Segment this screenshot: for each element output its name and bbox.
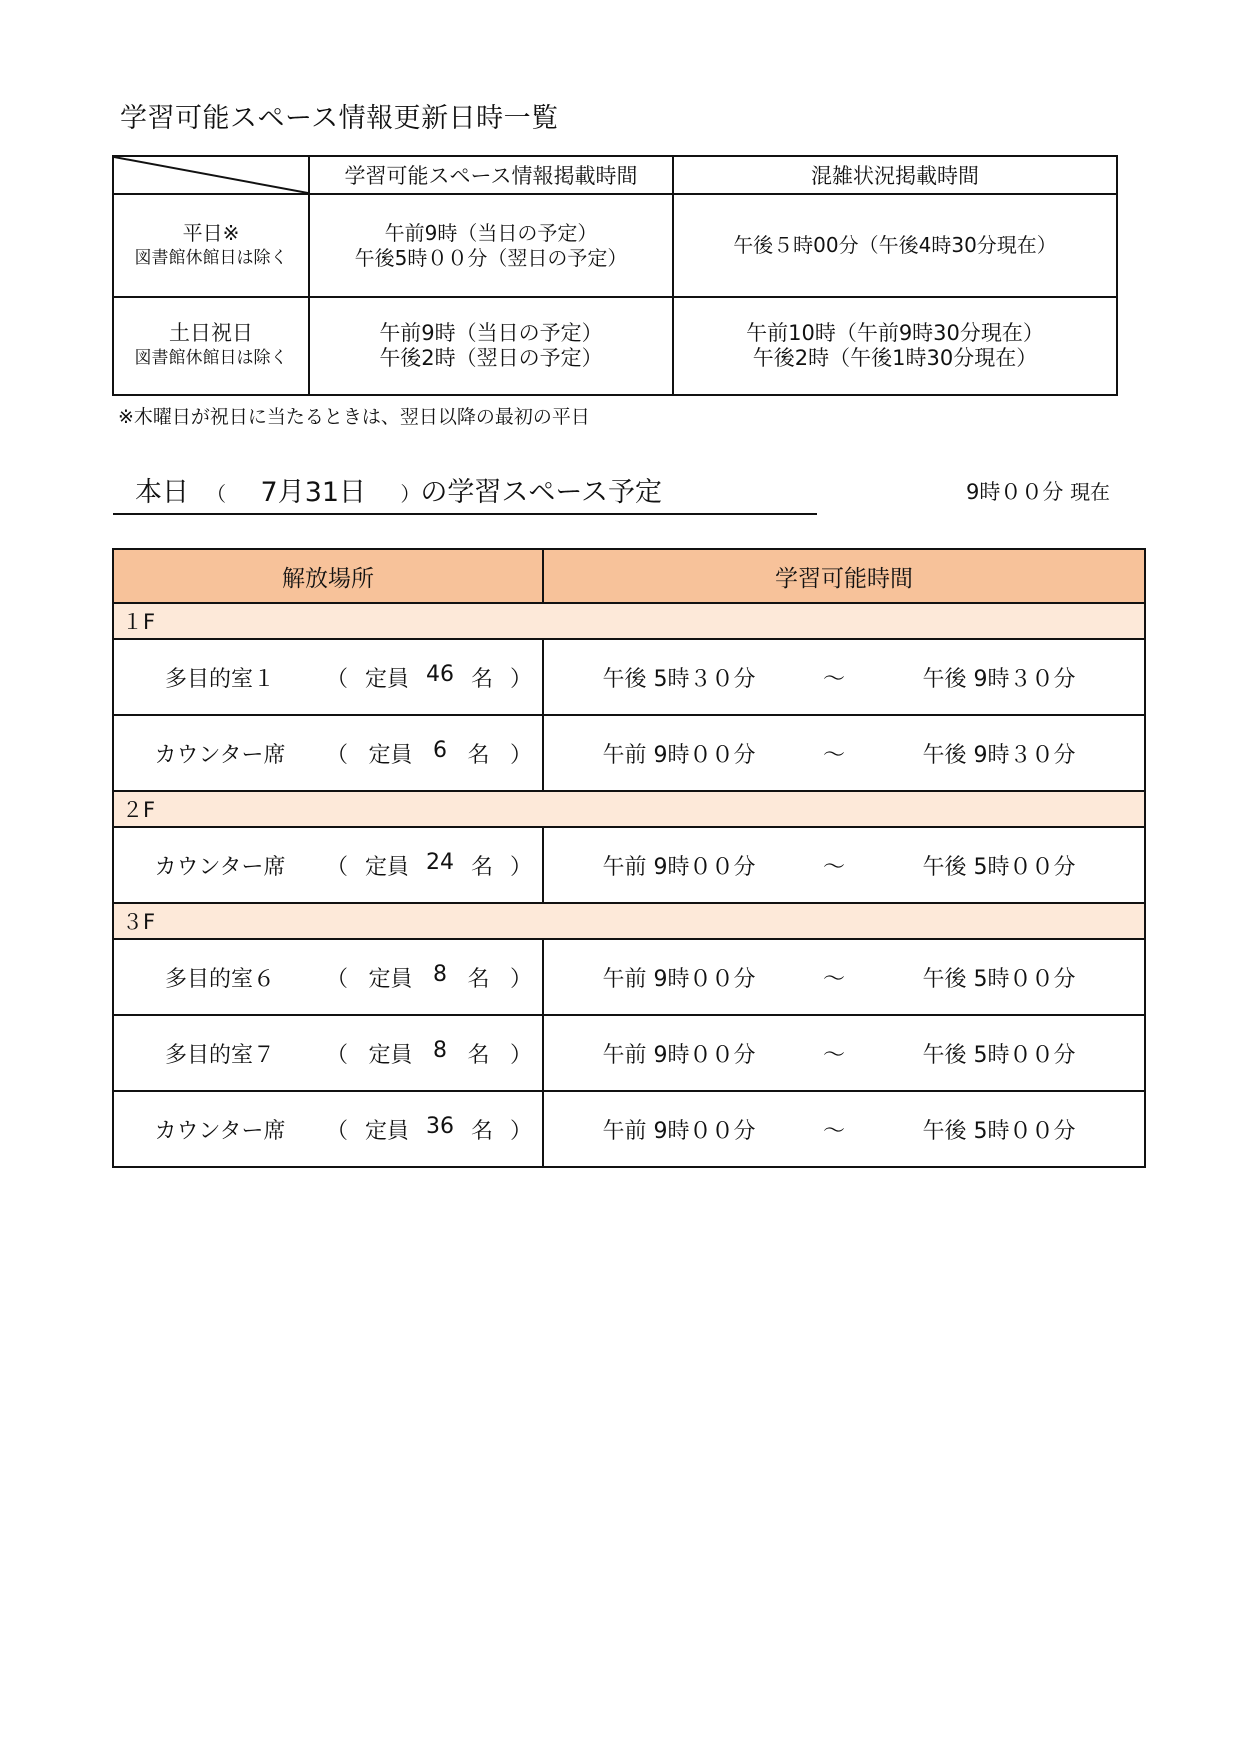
time-cell [543, 939, 1145, 1015]
capacity-group [326, 662, 542, 693]
capacity-group [326, 850, 542, 881]
time-from: 午前 9時００分 [602, 1118, 756, 1144]
time-to: 午後 5時００分 [922, 854, 1076, 880]
capacity-label: 定員 [365, 666, 410, 692]
capacity-group [326, 738, 542, 769]
floor-row [113, 791, 1145, 827]
capacity-close-paren: ） [509, 966, 532, 992]
time-tilde: ～ [822, 666, 845, 692]
place-header: 解放場所 [113, 549, 543, 603]
today-date: 7月31日 [260, 477, 367, 508]
room-row [113, 715, 1145, 791]
holiday-congestion-line-2: 午後2時（午後1時30分現在） [752, 346, 1038, 370]
today-close-paren: ） [400, 482, 421, 506]
floor-row [113, 603, 1145, 639]
capacity-unit: 名 [470, 1118, 493, 1144]
capacity-open-paren: （ [326, 742, 349, 768]
time-to: 午後 9時３０分 [922, 742, 1076, 768]
capacity-unit: 名 [467, 742, 490, 768]
capacity-group [326, 1038, 542, 1069]
holiday-label: 土日祝日 [169, 321, 253, 345]
capacity-value: 36 [426, 1113, 454, 1139]
room-row [113, 639, 1145, 715]
time-from: 午前 9時００分 [602, 1042, 756, 1068]
weekday-label-cell [113, 194, 309, 297]
capacity-unit: 名 [467, 1042, 490, 1068]
time-cell [543, 827, 1145, 903]
as-of-label: 現在 [1070, 480, 1111, 504]
holiday-posting-line-2: 午後2時（翌日の予定） [379, 346, 603, 370]
capacity-open-paren: （ [326, 1118, 349, 1144]
room-name: 多目的室６ [164, 966, 275, 992]
time-from: 午前 9時００分 [602, 966, 756, 992]
weekday-posting-cell [309, 194, 673, 297]
time-cell [543, 1091, 1145, 1167]
congestion-time-header: 混雑状況掲載時間 [673, 156, 1117, 194]
capacity-unit: 名 [470, 666, 493, 692]
capacity-group [326, 1114, 542, 1145]
update-schedule-table [112, 155, 1118, 396]
time-cell [543, 715, 1145, 791]
schedule-header-row [113, 549, 1145, 603]
capacity-close-paren: ） [509, 1042, 532, 1068]
capacity-value: 46 [426, 661, 454, 687]
time-cell [543, 1015, 1145, 1091]
weekday-posting-line-2: 午後5時００分（翌日の予定） [354, 245, 628, 270]
capacity-label: 定員 [365, 854, 410, 880]
time-tilde: ～ [822, 742, 845, 768]
capacity-label: 定員 [365, 1118, 410, 1144]
room-name: 多目的室７ [164, 1042, 275, 1068]
time-to: 午後 5時００分 [922, 966, 1076, 992]
time-cell [543, 639, 1145, 715]
capacity-open-paren: （ [326, 666, 349, 692]
capacity-close-paren: ） [509, 854, 532, 880]
time-to: 午後 5時００分 [922, 1118, 1076, 1144]
time-tilde: ～ [822, 1042, 845, 1068]
weekday-note: 図書館休館日は除く [134, 247, 288, 268]
capacity-label: 定員 [368, 1042, 413, 1068]
holiday-label-cell [113, 297, 309, 395]
time-from: 午前 9時００分 [602, 742, 756, 768]
as-of-time: 9時００分 [966, 480, 1064, 504]
time-from: 午後 5時３０分 [602, 666, 756, 692]
weekday-row [113, 194, 1117, 297]
holiday-posting-line-1: 午前9時（当日の予定） [379, 321, 603, 345]
room-name: 多目的室１ [164, 666, 275, 692]
schedule-table [112, 548, 1146, 1168]
time-tilde: ～ [822, 966, 845, 992]
update-schedule-title: 学習可能スペース情報更新日時一覧 [120, 103, 559, 134]
capacity-close-paren: ） [509, 1118, 532, 1144]
diagonal-line [114, 157, 308, 193]
holiday-row [113, 297, 1117, 395]
holiday-note: 図書館休館日は除く [134, 348, 288, 368]
weekday-posting-line-1: 午前9時（当日の予定） [384, 220, 598, 245]
schedule-body [113, 603, 1145, 1167]
time-from: 午前 9時００分 [602, 854, 756, 880]
today-label: 本日 [135, 477, 189, 508]
capacity-value: 8 [433, 961, 447, 987]
capacity-label: 定員 [368, 966, 413, 992]
footnote: ※木曜日が祝日に当たるときは、翌日以降の最初の平日 [118, 406, 590, 428]
room-row [113, 827, 1145, 903]
capacity-group [326, 962, 542, 993]
weekday-congestion-line-1: 午後５時00分（午後4時30分現在） [733, 233, 1057, 257]
holiday-congestion-line-1: 午前10時（午前9時30分現在） [746, 321, 1044, 345]
time-tilde: ～ [822, 1118, 845, 1144]
capacity-open-paren: （ [326, 966, 349, 992]
time-header: 学習可能時間 [543, 549, 1145, 603]
capacity-label: 定員 [368, 742, 413, 768]
weekday-label: 平日※ [182, 220, 240, 245]
time-tilde: ～ [822, 854, 845, 880]
time-to: 午後 5時００分 [922, 1042, 1076, 1068]
holiday-posting-cell [309, 297, 673, 395]
today-underline [113, 513, 817, 515]
floor-label: １F [113, 603, 1145, 639]
place-cell [113, 1091, 543, 1167]
floor-row [113, 903, 1145, 939]
capacity-unit: 名 [470, 854, 493, 880]
capacity-value: 24 [426, 849, 454, 875]
time-to: 午後 9時３０分 [922, 666, 1076, 692]
room-row [113, 1091, 1145, 1167]
today-heading [135, 470, 662, 509]
diagonal-header-cell [113, 156, 309, 194]
room-name: カウンター席 [154, 1118, 286, 1144]
place-cell [113, 715, 543, 791]
room-row [113, 939, 1145, 1015]
capacity-open-paren: （ [326, 854, 349, 880]
place-cell [113, 1015, 543, 1091]
capacity-close-paren: ） [509, 742, 532, 768]
today-open-paren: （ [206, 482, 227, 506]
room-name: カウンター席 [154, 742, 286, 768]
room-row [113, 1015, 1145, 1091]
weekday-congestion-cell [673, 194, 1117, 297]
floor-label: ３F [113, 903, 1145, 939]
place-cell [113, 939, 543, 1015]
holiday-congestion-cell [673, 297, 1117, 395]
capacity-open-paren: （ [326, 1042, 349, 1068]
place-cell [113, 827, 543, 903]
today-suffix: の学習スペース予定 [420, 477, 663, 508]
capacity-value: 6 [433, 737, 447, 763]
posting-time-header: 学習可能スペース情報掲載時間 [309, 156, 673, 194]
floor-label: ２F [113, 791, 1145, 827]
place-cell [113, 639, 543, 715]
as-of-timestamp [966, 476, 1110, 506]
capacity-unit: 名 [467, 966, 490, 992]
room-name: カウンター席 [154, 854, 286, 880]
capacity-close-paren: ） [509, 666, 532, 692]
capacity-value: 8 [433, 1037, 447, 1063]
